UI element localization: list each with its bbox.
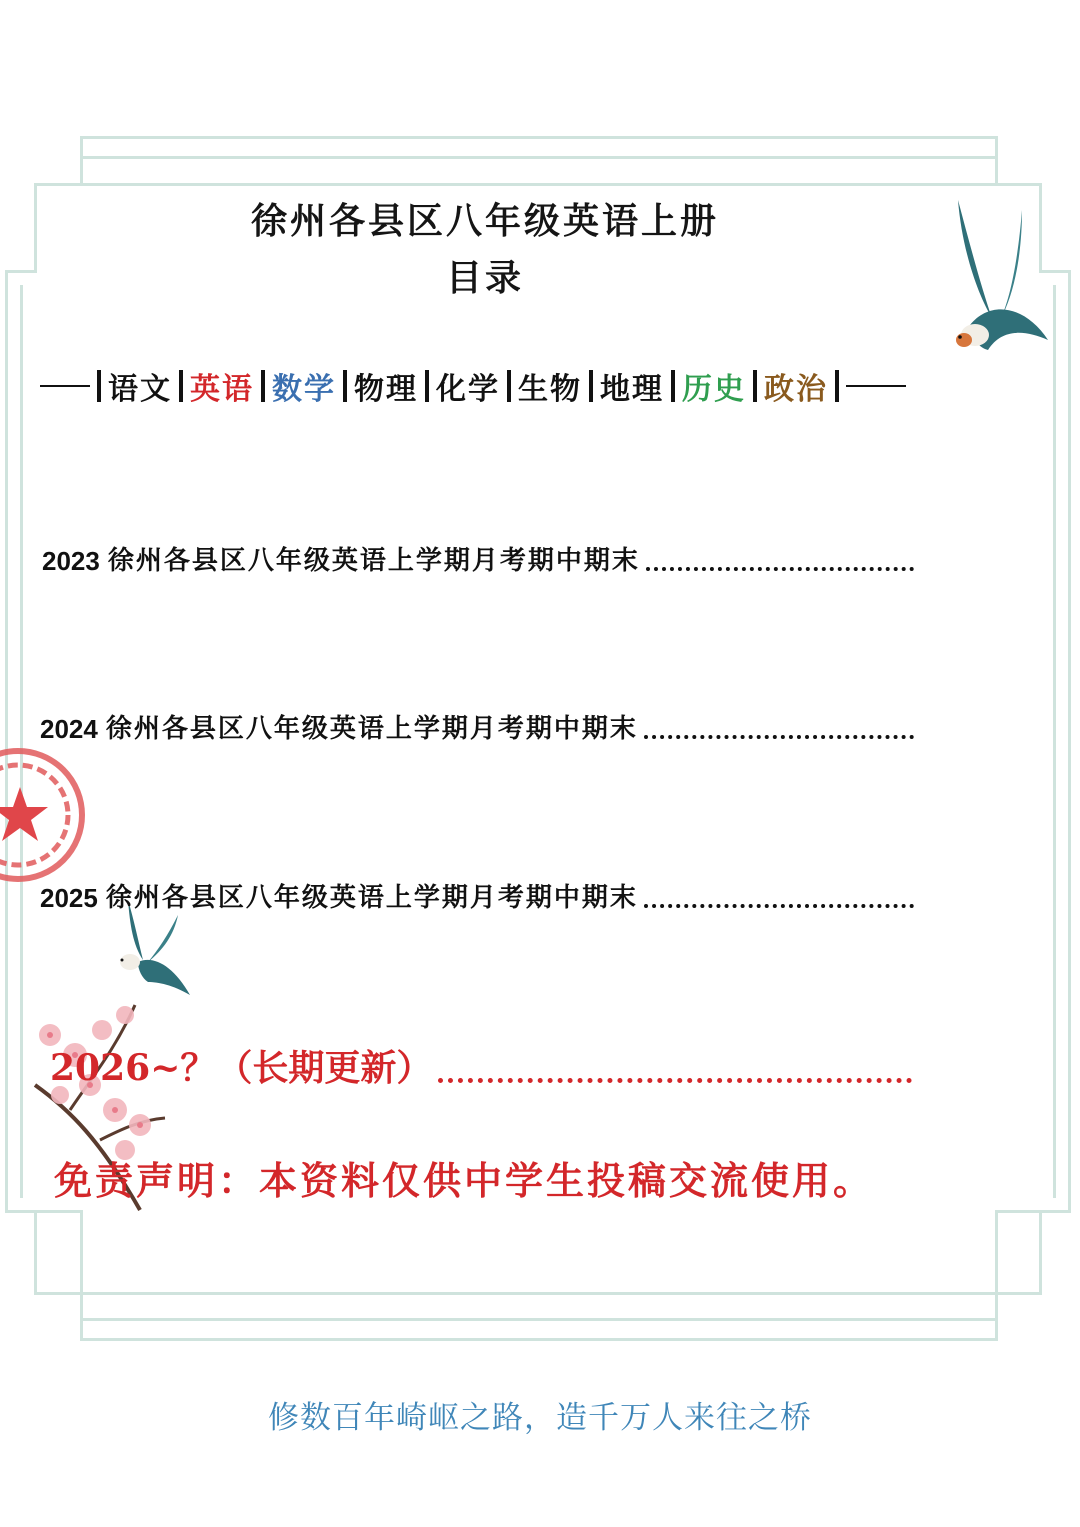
toc-title: 徐州各县区八年级英语上学期月考期中期末 [105, 714, 638, 744]
toc-year: 2024 [40, 714, 98, 744]
subject-english[interactable]: 英语 [190, 372, 254, 407]
subject-geography[interactable]: 地理 [600, 372, 664, 407]
toc-year: 2023 [42, 546, 100, 576]
dot-leader [644, 904, 914, 908]
toc-year: 2025 [40, 883, 98, 913]
subject-physics[interactable]: 物理 [354, 372, 418, 407]
update-note-text: 2026~？（长期更新） [50, 1047, 433, 1089]
document-title: 徐州各县区八年级英语上册 [250, 200, 719, 242]
subject-chemistry[interactable]: 化学 [436, 372, 500, 407]
toc-title: 徐州各县区八年级英语上学期月考期中期末 [107, 546, 640, 576]
dot-leader [438, 1078, 912, 1083]
subject-math[interactable]: 数学 [272, 372, 336, 407]
toc-entry-2025[interactable] [40, 877, 914, 914]
toc-entry-2024[interactable] [40, 708, 914, 745]
subject-nav [40, 362, 920, 410]
subject-politics[interactable]: 政治 [764, 372, 828, 407]
subject-history[interactable]: 历史 [682, 372, 746, 407]
disclaimer: 免责声明：本资料仅供中学生投稿交流使用。 [54, 1158, 875, 1203]
toc-title: 徐州各县区八年级英语上学期月考期中期末 [105, 883, 638, 913]
document-subtitle: 目录 [445, 257, 524, 299]
swallow-icon [108, 900, 198, 1000]
red-star-seal-icon [0, 745, 90, 885]
update-note [50, 1040, 912, 1091]
toc-entry-2023[interactable] [42, 540, 914, 577]
dot-leader [646, 567, 914, 571]
dot-leader [644, 735, 914, 739]
subject-yuwen[interactable]: 语文 [108, 372, 172, 407]
footer-motto: 修数百年崎岖之路，造千万人来往之桥 [268, 1400, 812, 1436]
subject-biology[interactable]: 生物 [518, 372, 582, 407]
